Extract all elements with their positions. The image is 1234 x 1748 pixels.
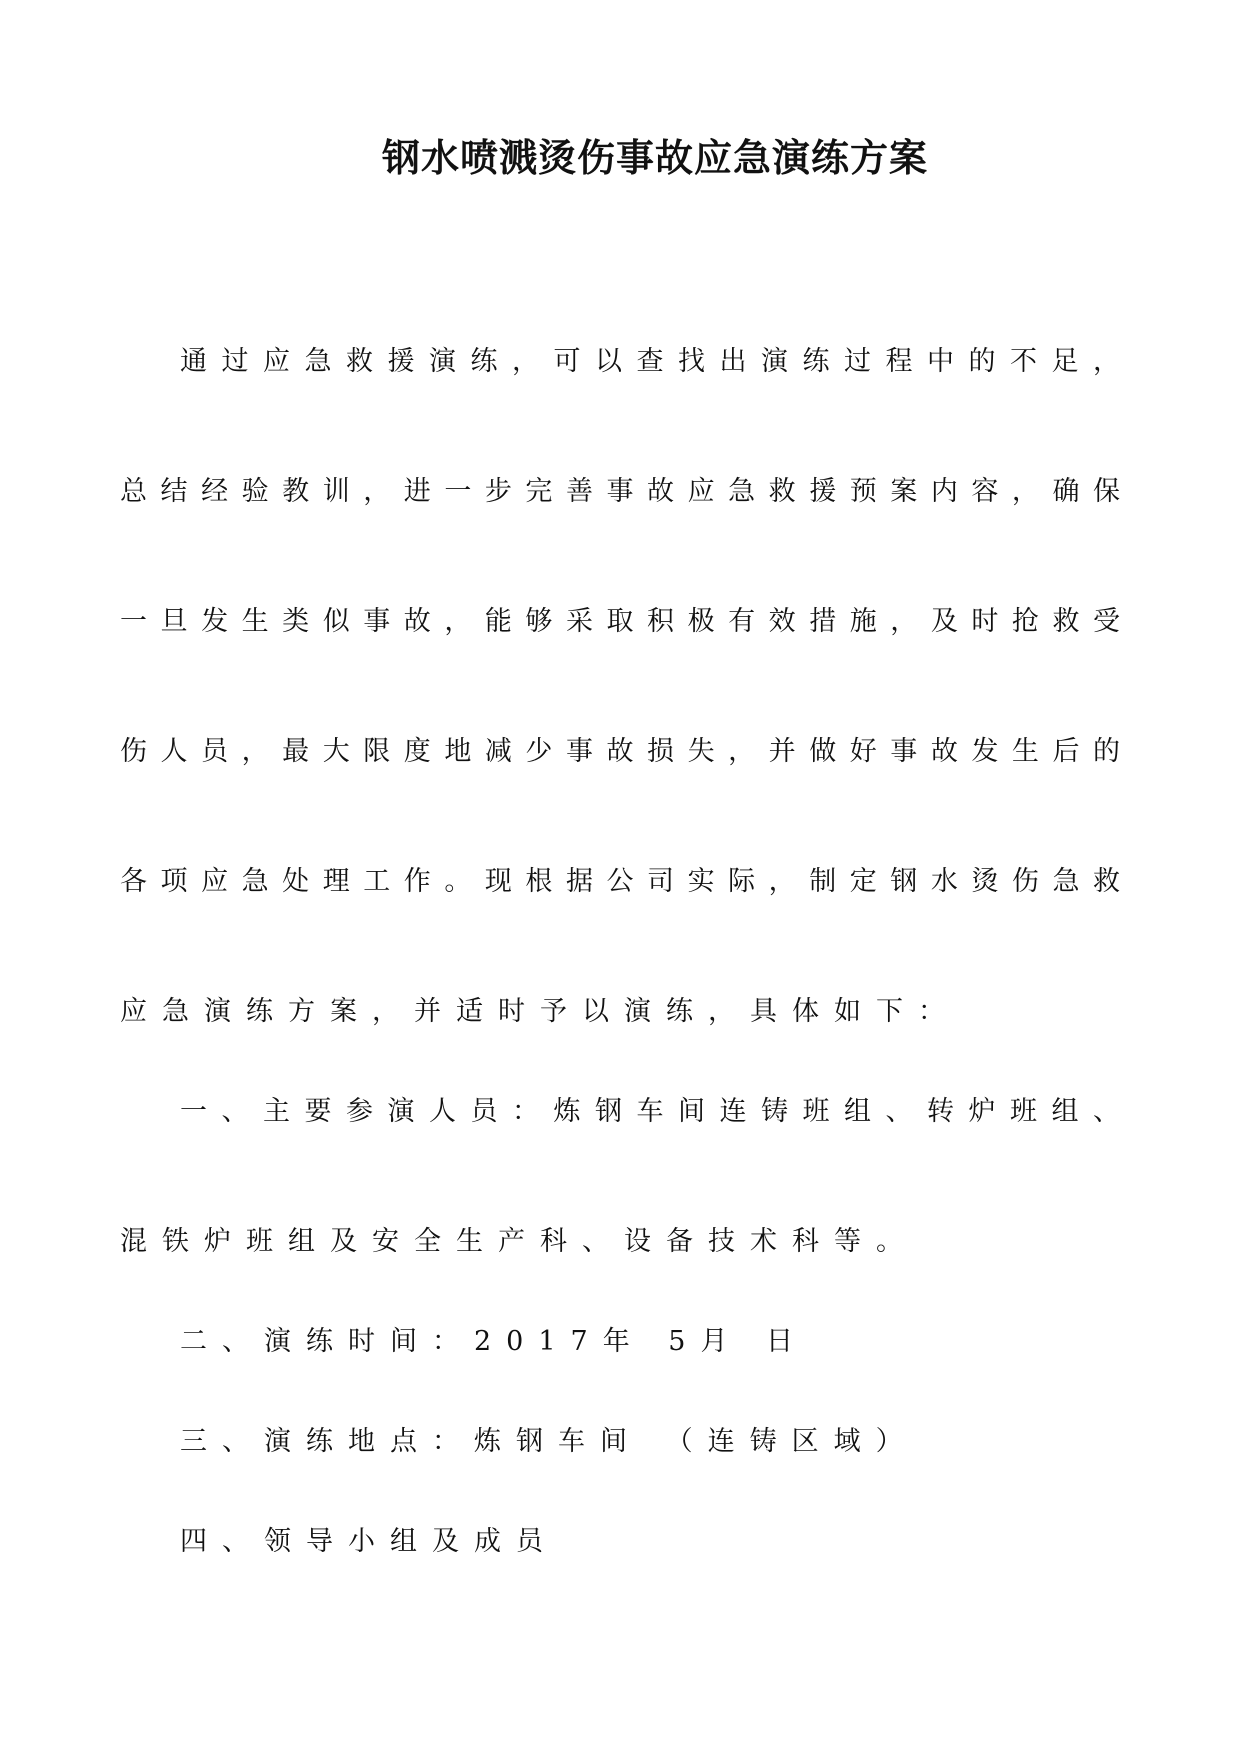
document-title: 钢水喷溅烫伤事故应急演练方案: [381, 136, 928, 180]
section-drill-location: 三、演练地点：炼钢车间 （连铸区域）: [180, 1426, 918, 1457]
intro-paragraph-line-4: 伤 人 员 ， 最 大 限 度 地 减 少 事 故 损 失 ， 并 做 好 事 故 发 生 后 的: [120, 736, 1120, 767]
intro-paragraph-line-2: 总 结 经 验 教 训 ， 进 一 步 完 善 事 故 应 急 救 援 预 案 内 容 ， 确 保: [120, 476, 1120, 507]
intro-paragraph-line-3: 一 旦 发 生 类 似 事 故 ， 能 够 采 取 积 极 有 效 措 施 ， 及 时 抢 救 受: [120, 606, 1120, 637]
intro-paragraph-line-1: 通 过 应 急 救 援 演 练 ， 可 以 查 找 出 演 练 过 程 中 的 不 足 ，: [180, 346, 1120, 377]
section-participants-line-2: 混铁炉班组及安全生产科、设备技术科等。: [120, 1226, 918, 1257]
section-participants-line-1: 一 、 主 要 参 演 人 员 ： 炼 钢 车 间 连 铸 班 组 、 转 炉 班 组 、: [180, 1096, 1120, 1127]
intro-paragraph-line-5: 各 项 应 急 处 理 工 作 。 现 根 据 公 司 实 际 ， 制 定 钢 水 烫 伤 急 救: [120, 866, 1120, 897]
section-leadership-group: 四、领导小组及成员: [180, 1526, 558, 1557]
intro-paragraph-line-6: 应急演练方案，并适时予以演练，具体如下：: [120, 996, 960, 1027]
section-drill-time: 二、演练时间：2017年 5月 日: [180, 1326, 809, 1357]
